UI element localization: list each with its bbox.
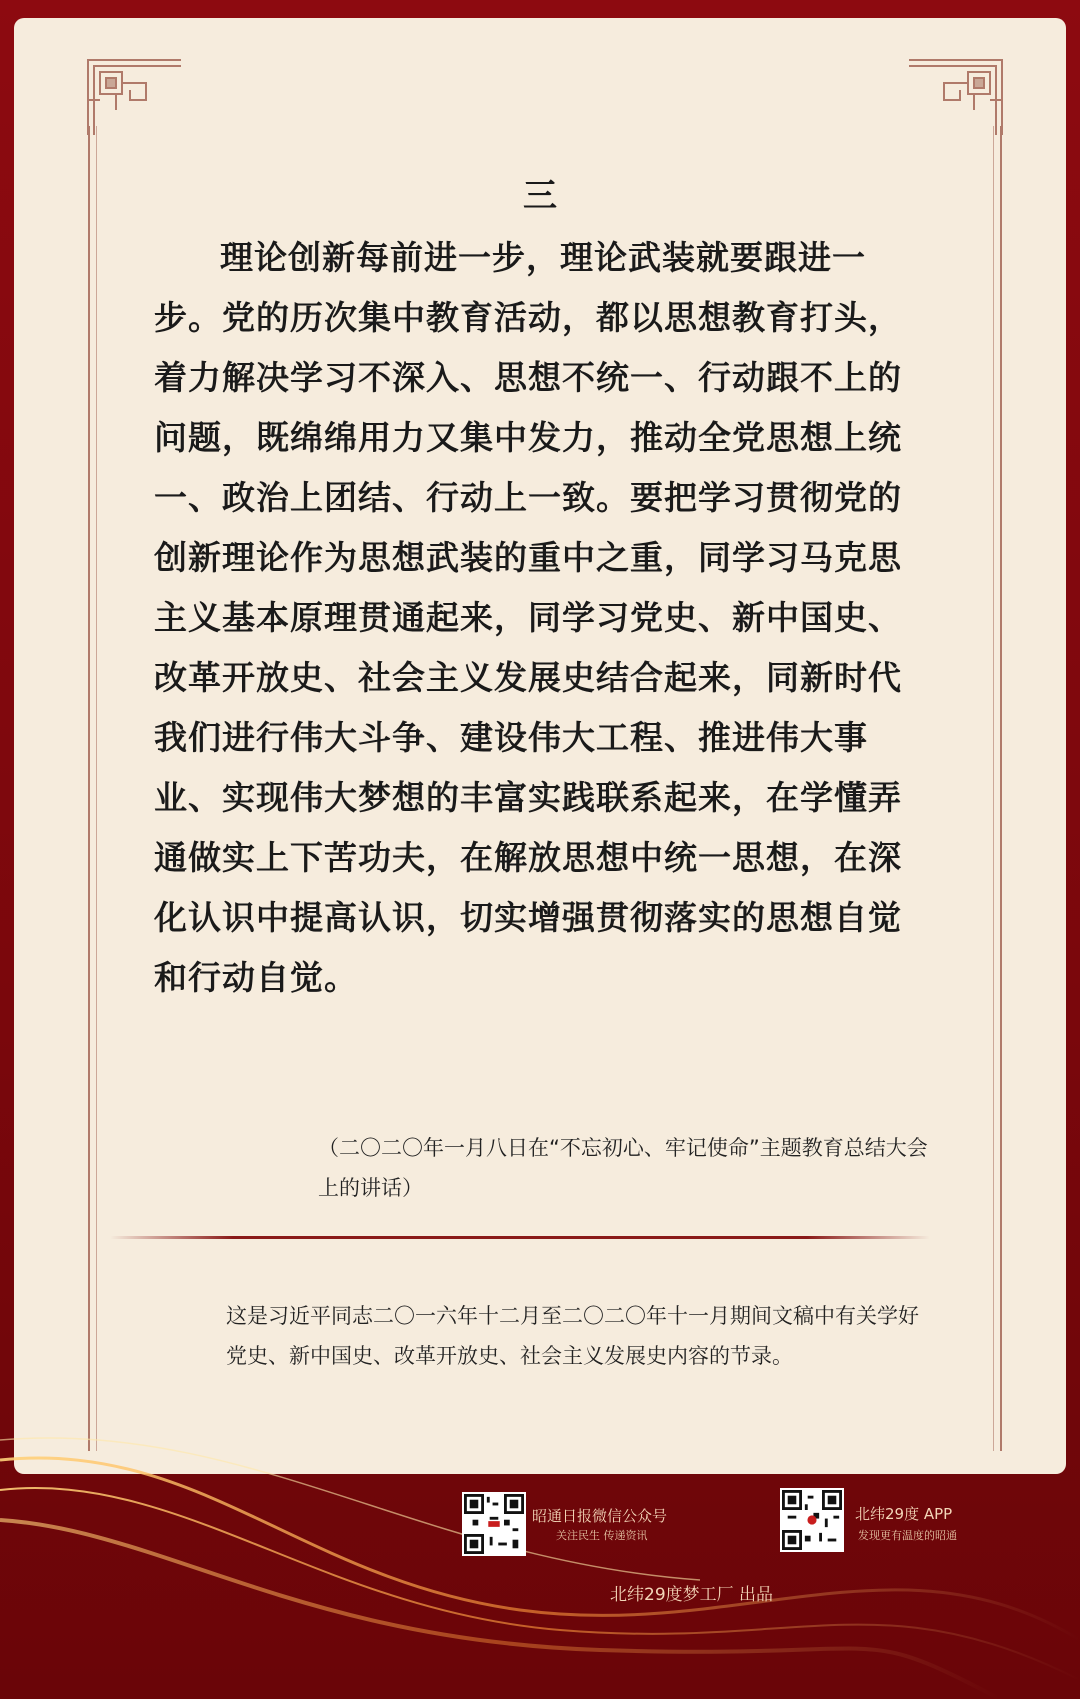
source-note: （二〇二〇年一月八日在“不忘初心、牢记使命”主题教育总结大会上的讲话） bbox=[318, 1136, 928, 1200]
frame-border-right-inner bbox=[993, 126, 994, 1451]
corner-ornament-left bbox=[76, 40, 186, 140]
corner-ornament-right bbox=[904, 40, 1014, 140]
footnote: 这是习近平同志二〇一六年十二月至二〇二〇年十一月期间文稿中有关学好党史、新中国史、改革开放史、社会主义发展史内容的节录。 bbox=[226, 1304, 919, 1368]
section-number: 三 bbox=[523, 176, 557, 216]
qr2-subtitle: 发现更有温度的昭通 bbox=[858, 1529, 957, 1542]
frame-border-left-inner bbox=[96, 126, 97, 1451]
qr-code-icon bbox=[782, 1490, 842, 1550]
qr-code-app[interactable] bbox=[780, 1488, 844, 1552]
qr-code-wechat[interactable] bbox=[462, 1492, 526, 1556]
frame-border-left bbox=[88, 126, 90, 1451]
body-paragraph: 理论创新每前进一步，理论武装就要跟进一步。党的历次集中教育活动，都以思想教育打头，着力解决学习不深入、思想不统一、行动跟不上的问题，既绵绵用力又集中发力，推动全党思想上统一、政治上团结、行动上一致。要把学习贯彻党的创新理论作为思想武装的重中之重，同学习马克思主义基本原理贯通起来，同学习党史、新中国史、改革开放史、社会主义发展史结合起来，同新时代我们进行伟大斗争、建设伟大工程、推进伟大事业、实现伟大梦想的丰富实践联系起来，在学懂弄通做实上下苦功夫，在解放思想中统一思想，在深化认识中提高认识，切实增强贯彻落实的思想自觉和行动自觉。 bbox=[154, 238, 902, 997]
qr-code-icon bbox=[464, 1494, 524, 1554]
qr1-subtitle: 关注民生 传递资讯 bbox=[556, 1529, 648, 1542]
divider bbox=[110, 1236, 930, 1239]
frame-border-right bbox=[1000, 126, 1002, 1451]
qr1-title: 昭通日报微信公众号 bbox=[532, 1507, 668, 1525]
qr2-title: 北纬29度 APP bbox=[855, 1505, 953, 1523]
producer-credit: 北纬29度梦工厂 出品 bbox=[610, 1585, 774, 1605]
